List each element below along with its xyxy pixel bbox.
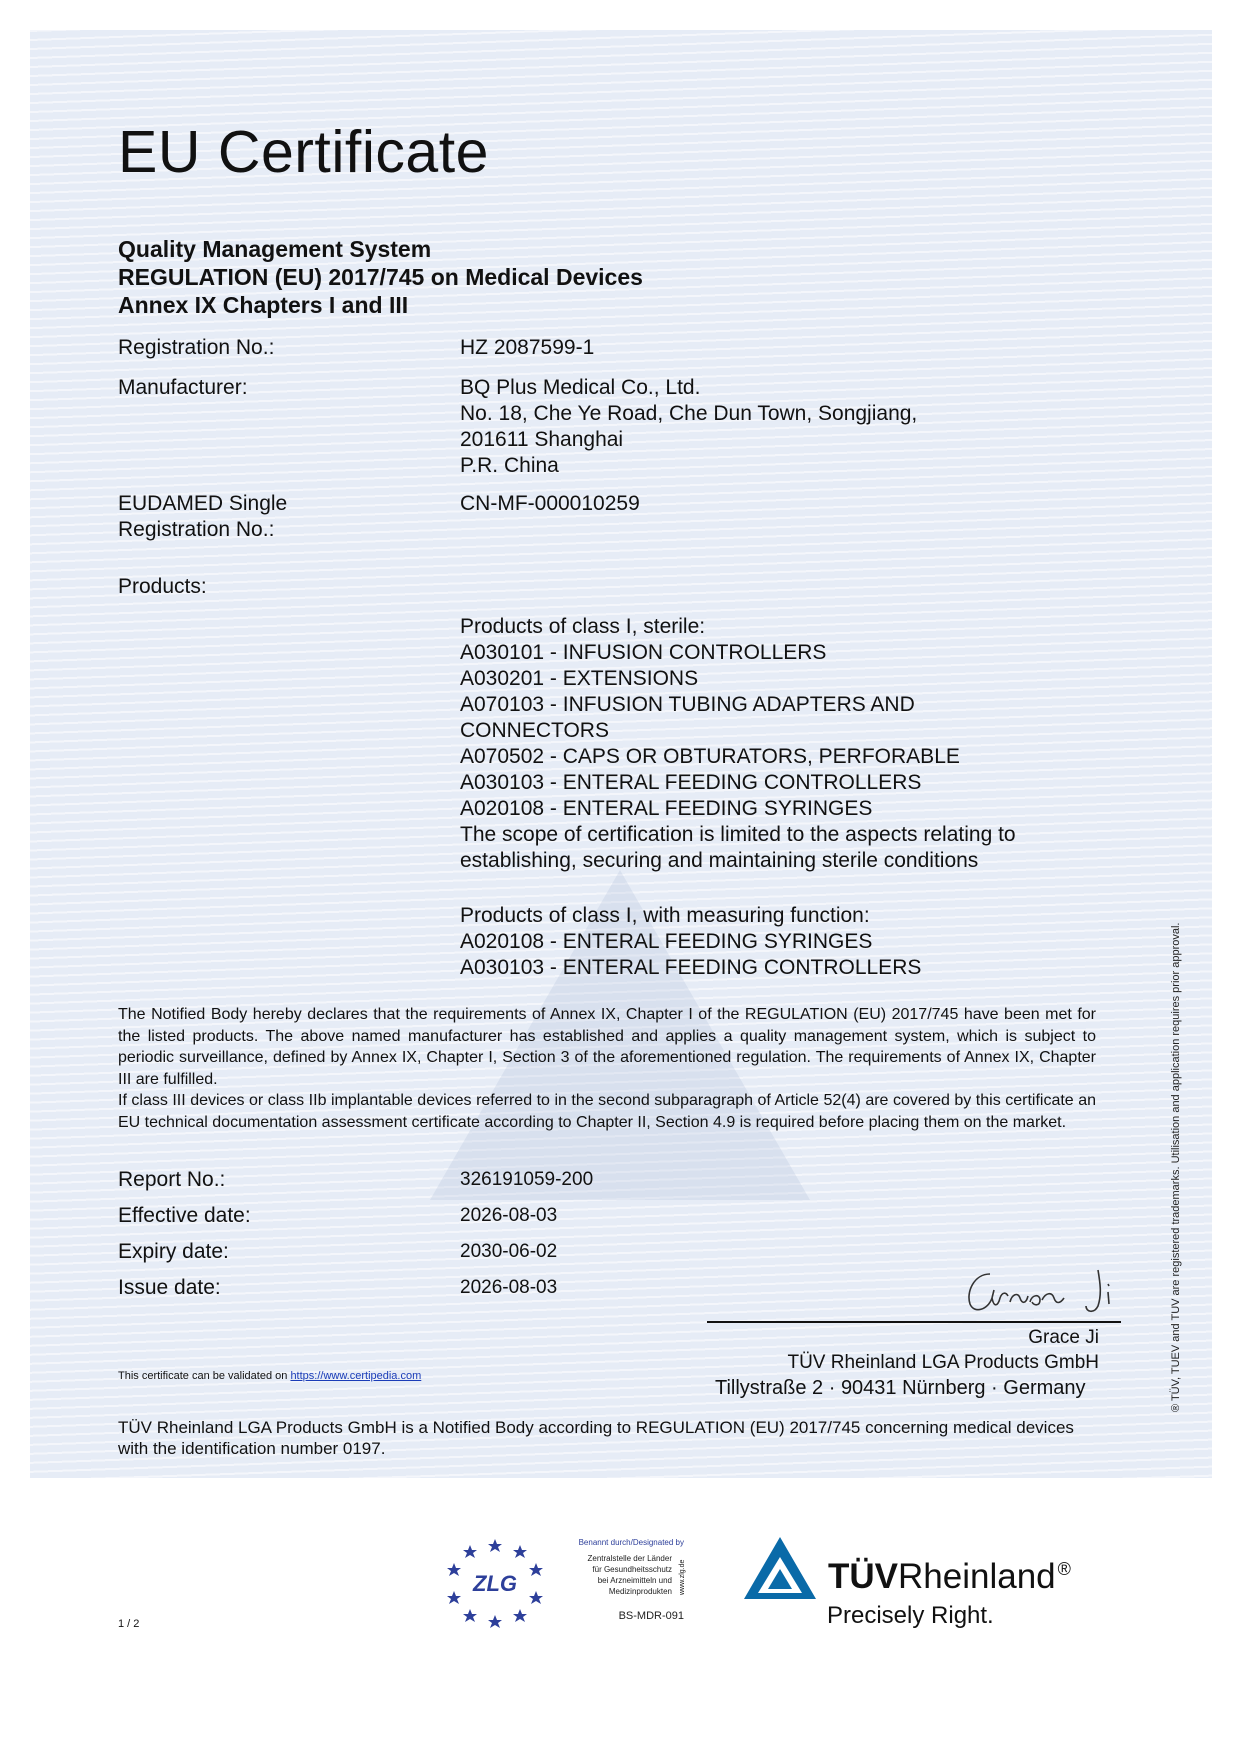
expiry-date-label: Expiry date: [118, 1240, 229, 1263]
zlg-logo [440, 1535, 690, 1630]
tuv-registered-mark: ® [1057, 1559, 1071, 1579]
effective-date-value: 2026-08-03 [460, 1205, 558, 1226]
manufacturer-country: P.R. China [460, 454, 559, 477]
manufacturer-city: 201611 Shanghai [460, 428, 624, 451]
eudamed-label-line1: EUDAMED Single [118, 492, 288, 515]
manufacturer-name: BQ Plus Medical Co., Ltd. [460, 376, 701, 399]
zlg-line: bei Arzneimitteln und [597, 1576, 672, 1585]
declaration-text [118, 1004, 1096, 1133]
tuv-slogan: Precisely Right. [827, 1602, 994, 1629]
manufacturer-block [460, 375, 917, 479]
certificate-title: EU Certificate [118, 119, 489, 185]
signer-company: TÜV Rheinland LGA Products GmbH [787, 1352, 1099, 1373]
expiry-date-value: 2030-06-02 [460, 1241, 558, 1262]
manufacturer-street: No. 18, Che Ye Road, Che Dun Town, Songjiang, [460, 402, 918, 425]
product-line: CONNECTORS [460, 719, 609, 742]
signer-address: Tillystraße 2 · 90431 Nürnberg · Germany [715, 1377, 1086, 1399]
zlg-line: Zentralstelle der Länder [587, 1554, 672, 1563]
declaration-paragraph: The Notified Body hereby declares that the requirements of Annex IX, Chapter I of the REGULATION (EU) 2017/745 have been met for the listed products. The above named manufacturer has established and applies a quality management system, which is subject to periodic surveillance, defined by Annex IX, Chapter I, Section 3 of the aforementioned regulation. The requirements of Annex IX, Chapter III are fulfilled. [118, 1006, 1096, 1088]
effective-date-label: Effective date: [118, 1204, 251, 1227]
product-line: establishing, securing and maintaining sterile conditions [460, 849, 979, 872]
zlg-header: Benannt durch/Designated by [578, 1538, 684, 1547]
product-line: A070103 - INFUSION TUBING ADAPTERS AND [460, 693, 915, 716]
zlg-line: Medizinprodukten [608, 1587, 672, 1596]
signer-name: Grace Ji [1028, 1327, 1099, 1348]
issue-date-value: 2026-08-03 [460, 1277, 558, 1298]
tuv-brand-rest: Rheinland [898, 1557, 1056, 1596]
eudamed-label [118, 491, 287, 543]
product-line: A030201 - EXTENSIONS [460, 667, 699, 690]
product-line: A020108 - ENTERAL FEEDING SYRINGES [460, 930, 873, 953]
product-line: A030103 - ENTERAL FEEDING CONTROLLERS [460, 956, 922, 979]
product-line: A030103 - ENTERAL FEEDING CONTROLLERS [460, 771, 922, 794]
certipedia-link[interactable]: https://www.certipedia.com [290, 1370, 422, 1382]
declaration-paragraph: If class III devices or class IIb implantable devices referred to in the second subparagraph of Article 52(4) are covered by this certificate an EU technical documentation assessment certificate according to Chapter II, Section 4.9 is required before placing them on the market. [118, 1092, 1096, 1131]
product-line: A020108 - ENTERAL FEEDING SYRINGES [460, 797, 873, 820]
product-line: A030101 - INFUSION CONTROLLERS [460, 641, 827, 664]
zlg-code: BS-MDR-091 [618, 1610, 684, 1622]
product-line: Products of class I, sterile: [460, 615, 706, 638]
products-group-sterile [460, 614, 1016, 874]
zlg-line: für Gesundheitsschutz [592, 1565, 672, 1574]
page-number: 1 / 2 [118, 1618, 140, 1630]
heading-regulation: REGULATION (EU) 2017/745 on Medical Devices [118, 264, 643, 290]
zlg-logo-text: ZLG [473, 1571, 517, 1596]
trademark-note: ® TÜV, TUEV and TUV are registered trademarks. Utilisation and application requires prior approval. [1170, 922, 1182, 1412]
manufacturer-label: Manufacturer: [118, 376, 248, 399]
report-value: 326191059-200 [460, 1169, 594, 1190]
validation-text: This certificate can be validated on [118, 1370, 291, 1382]
eudamed-label-line2: Registration No.: [118, 518, 275, 541]
products-group-measuring [460, 903, 921, 981]
report-label: Report No.: [118, 1168, 226, 1191]
heading-annex: Annex IX Chapters I and III [118, 292, 409, 318]
eudamed-value: CN-MF-000010259 [460, 492, 640, 515]
validation-note [118, 1370, 421, 1382]
tuv-triangle-logo [742, 1535, 818, 1601]
issue-date-label: Issue date: [118, 1276, 221, 1299]
registration-label: Registration No.: [118, 336, 275, 359]
registration-value: HZ 2087599-1 [460, 336, 595, 359]
product-line: Products of class I, with measuring function: [460, 904, 870, 927]
product-line: The scope of certification is limited to the aspects relating to [460, 823, 1016, 846]
products-label: Products: [118, 575, 207, 598]
tuv-brand-name [828, 1557, 1071, 1597]
heading-qms: Quality Management System [118, 236, 432, 262]
zlg-url: www.zlg.de [679, 1559, 686, 1595]
handwritten-signature [960, 1262, 1120, 1320]
notified-body-statement: TÜV Rheinland LGA Products GmbH is a Notified Body according to REGULATION (EU) 2017/745 concerning medical devices with the identification number 0197. [118, 1418, 1074, 1458]
product-line: A070502 - CAPS OR OBTURATORS, PERFORABLE [460, 745, 960, 768]
tuv-brand-bold: TÜV [828, 1557, 898, 1596]
signature-line [707, 1321, 1121, 1323]
